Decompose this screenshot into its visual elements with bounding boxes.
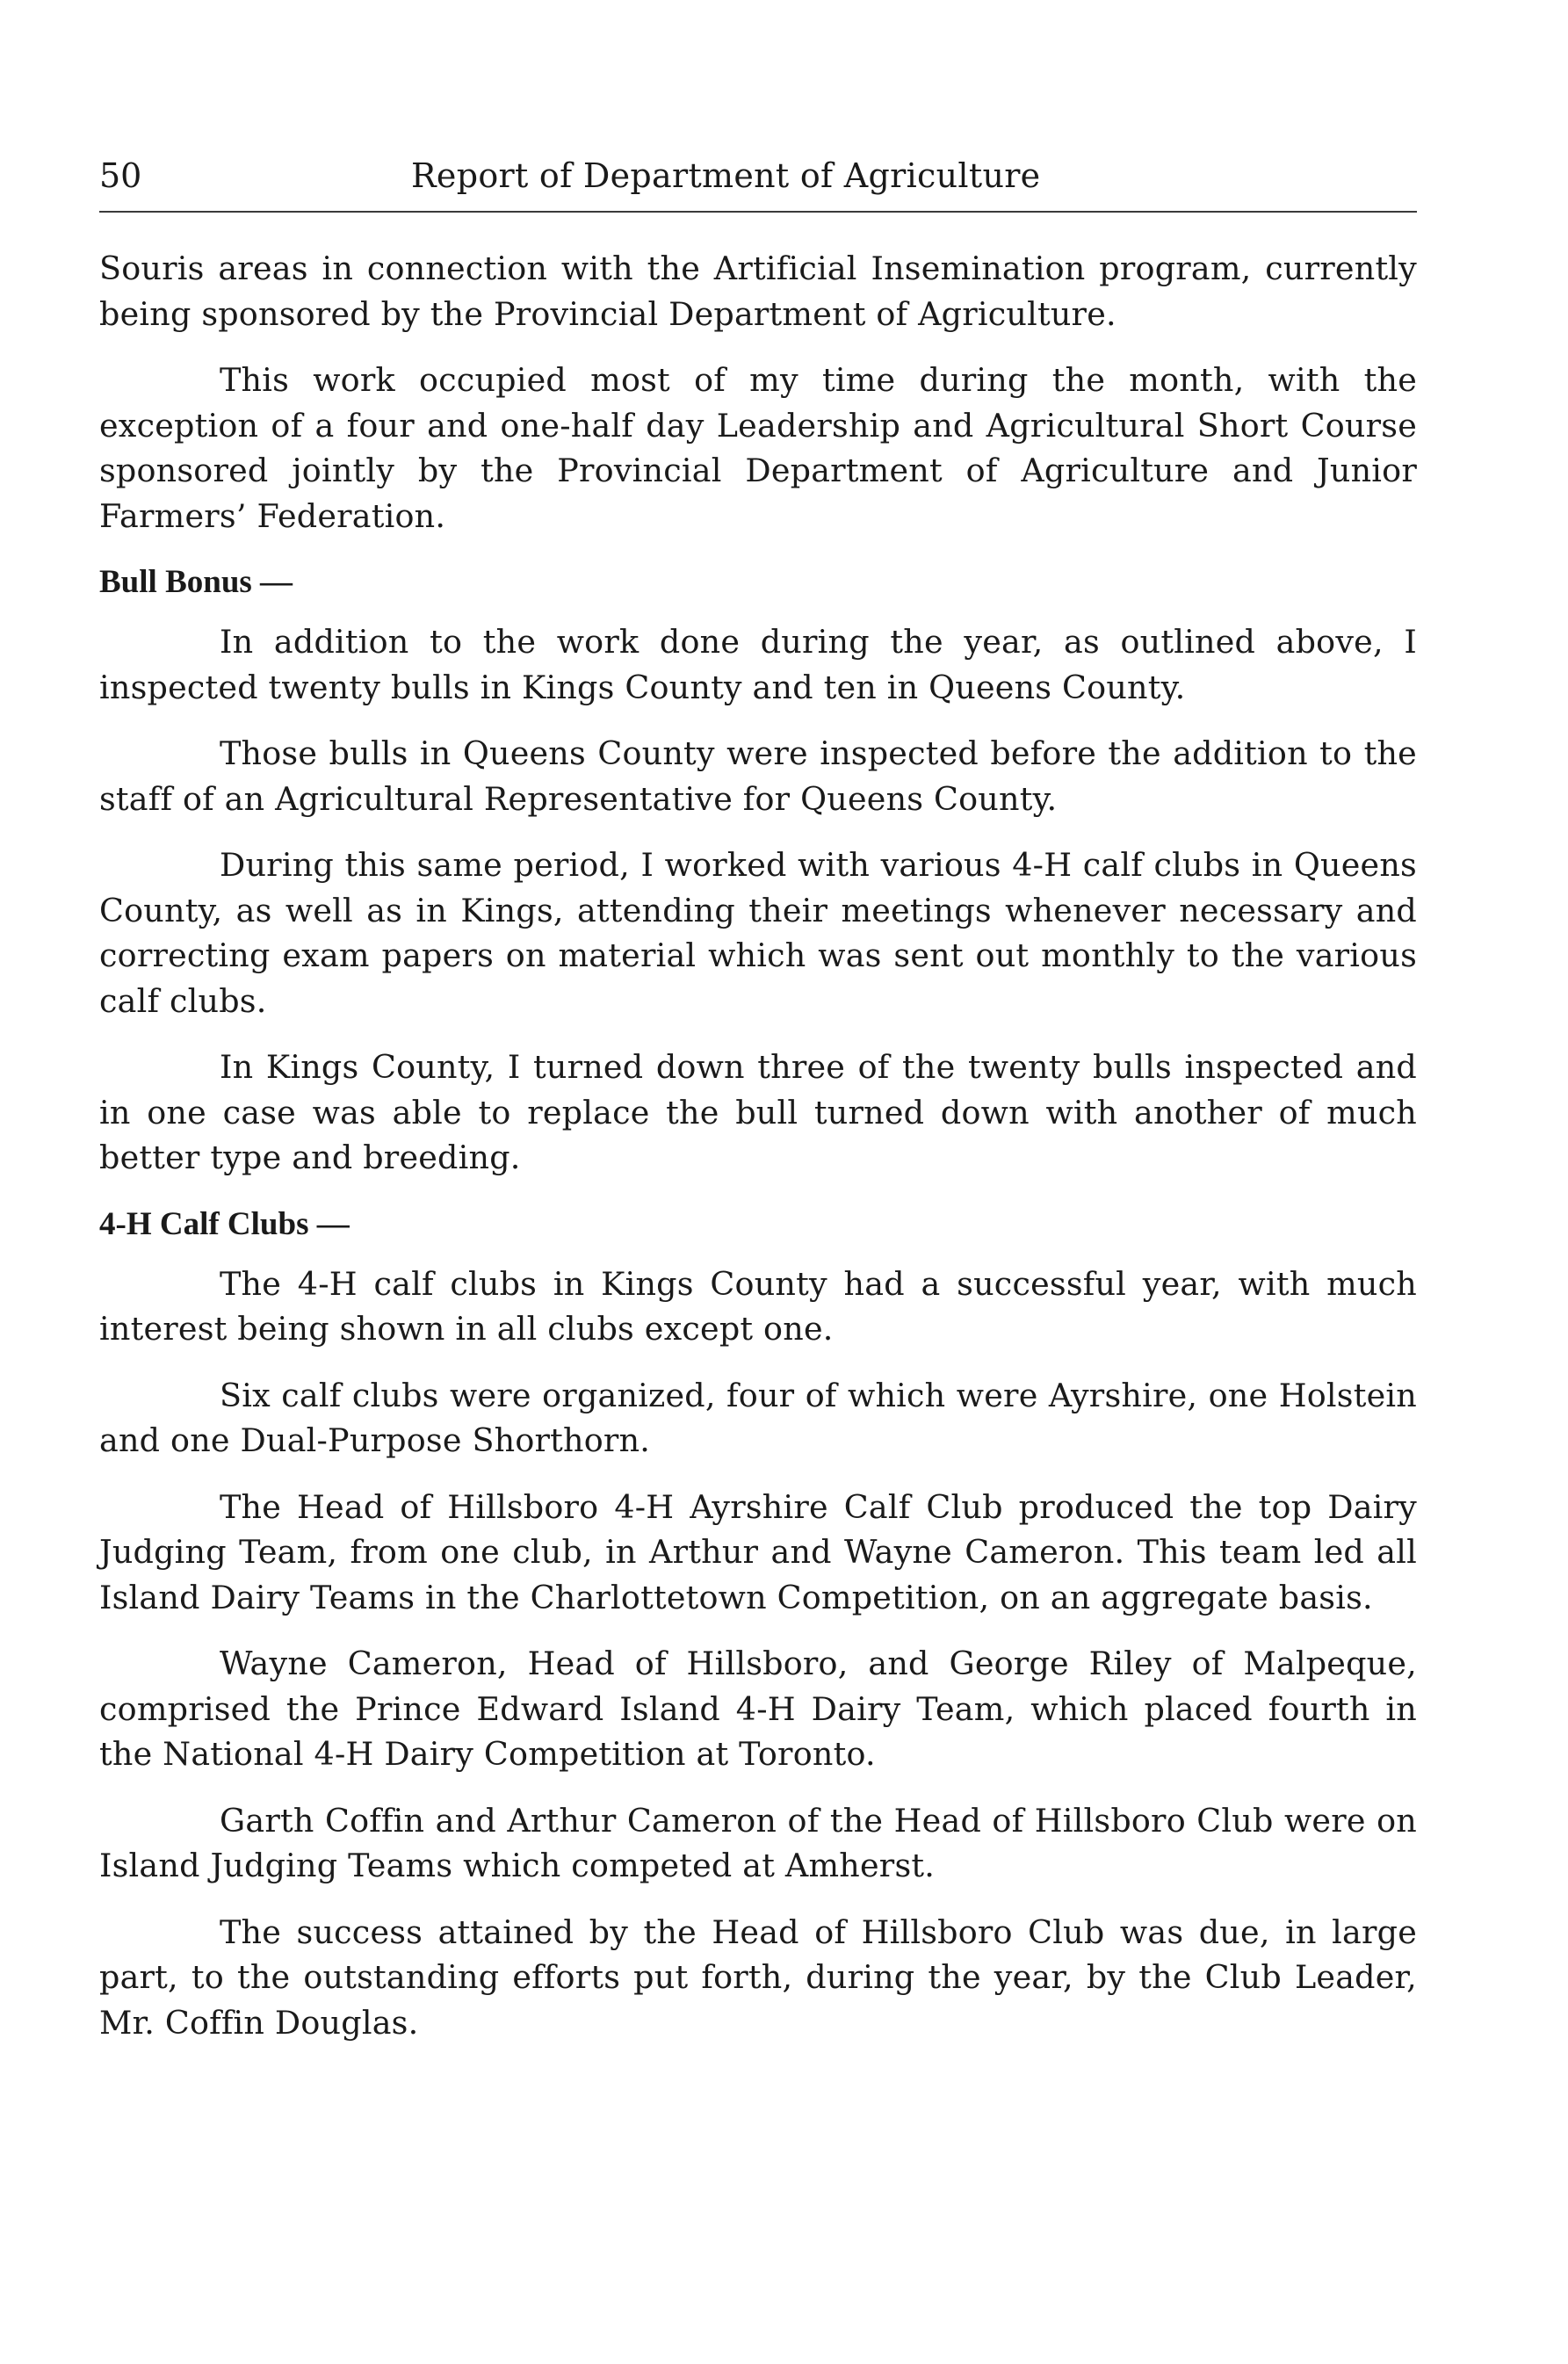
document-page [99, 149, 1417, 2066]
body-text [99, 246, 1417, 2045]
section-heading-calf-clubs: 4-H Calf Clubs — [99, 1205, 350, 1242]
paragraph-calf-clubs-work: During this same period, I worked with various 4-H calf clubs in Queens County, as well as in Kings, attending their meetings whenever necessary and correcting exam papers on material which was sent out monthly to the various calf clubs. [99, 846, 1417, 1020]
paragraph-successful-year: The 4-H calf clubs in Kings County had a successful year, with much interest being shown in all clubs except one. [99, 1264, 1417, 1348]
header-rule [99, 211, 1417, 213]
running-header [99, 149, 1417, 202]
paragraph-work-occupied: This work occupied most of my time during the month, with the exception of a four and one-half day Leadership and Agricultural Short Course sponsored jointly by the Provincial Department of Agriculture and Junior Farmers’ Federation. [99, 361, 1417, 535]
running-title: Report of Department of Agriculture [411, 156, 1041, 195]
paragraph-bulls-inspected: In addition to the work done during the year, as outlined above, I inspected twenty bulls in Kings County and ten in Queens County. [99, 623, 1417, 706]
paragraph-judging-team: The Head of Hillsboro 4-H Ayrshire Calf Club produced the top Dairy Judging Team, from one club, in Arthur and Wayne Cameron. This team led all Island Dairy Teams in the Charlottetown Competition, on an aggregate basis. [99, 1487, 1417, 1616]
section-heading-bull-bonus: Bull Bonus — [99, 564, 293, 600]
paragraph-club-leader: The success attained by the Head of Hillsboro Club was due, in large part, to the outstanding efforts put forth, during the year, by the Club Leader, Mr. Coffin Douglas. [99, 1912, 1417, 2042]
paragraph-queens-bulls: Those bulls in Queens County were inspected before the addition to the staff of an Agricultural Representative for Queens County. [99, 734, 1417, 818]
paragraph-souris-areas: Souris areas in connection with the Artificial Insemination program, currently being sponsored by the Provincial Department of Agriculture. [99, 249, 1417, 333]
page-number: 50 [99, 156, 142, 195]
paragraph-amherst-teams: Garth Coffin and Arthur Cameron of the Head of Hillsboro Club were on Island Judging Teams which competed at Amherst. [99, 1801, 1417, 1884]
paragraph-dairy-team: Wayne Cameron, Head of Hillsboro, and George Riley of Malpeque, comprised the Prince Edward Island 4-H Dairy Team, which placed fourth in the National 4-H Dairy Competition at Toronto. [99, 1645, 1417, 1773]
paragraph-bulls-turned-down: In Kings County, I turned down three of the twenty bulls inspected and in one case was able to replace the bull turned down with another of much better type and breeding. [99, 1048, 1417, 1176]
paragraph-clubs-organized: Six calf clubs were organized, four of which were Ayrshire, one Holstein and one Dual-Purpose Shorthorn. [99, 1376, 1417, 1459]
